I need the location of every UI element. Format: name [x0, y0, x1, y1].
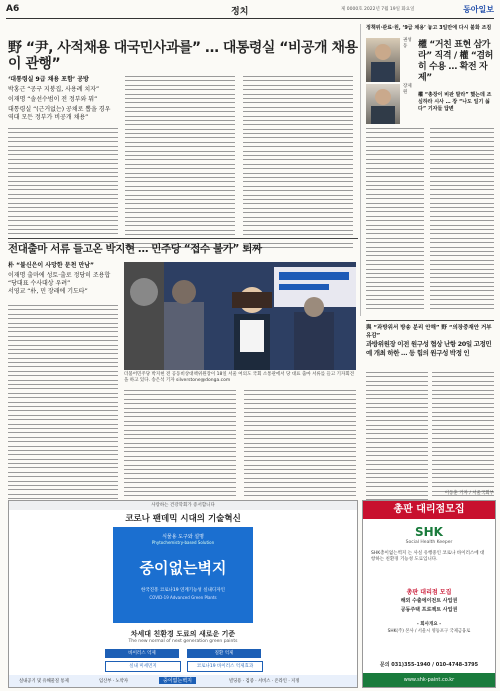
ad-left-footer-3: 중이없는벽지 — [159, 677, 196, 684]
ad-left — [8, 500, 358, 688]
ad-left-footer — [9, 675, 357, 687]
ad-right-phone: 문의 031)355-1940 / 010-4748-3795 — [379, 662, 479, 668]
ad-left-btn-2: 질환 억제 — [187, 649, 261, 658]
mid-photo-caption: 더불어민주당 박지현 전 공동비상대책위원장이 18일 서울 여의도 국회 소통관에서 당 대표 출마 서류를 들고 기자회견을 하고 있다. 송은석 기자 silverstone@donga.com — [124, 372, 355, 383]
main-subhead-2: 박홍근 “공구 지붕집, 사용례 치자” — [8, 86, 100, 93]
ad-left-footer-4: 빌딩용 · 검증 · 서비스 · 온라인 · 지정 — [229, 679, 300, 684]
ad-left-brand-sub2: COVID-19 Advanced Green Plants — [149, 595, 217, 600]
mid-body-col3 — [244, 390, 356, 517]
ad-right-title: 총판 대리점모집 — [363, 501, 495, 519]
issue-date: 제 0000호 2022년 7월 19일 화요일 — [341, 7, 415, 12]
ad-right-recruit-2: 공동주택 프로젝트 사업권 — [400, 607, 458, 613]
ad-right — [362, 500, 496, 688]
side-headline: 權 “거친 표현 삼가라” 직격 / 權 “겸허히 수용 … 확전 자제” — [418, 40, 493, 83]
ad-right-recruit-1: 해외 수출에이전트 사업권 — [400, 598, 458, 604]
main-subhead-1: ‘대통령실 9급 채용 포함’ 공방 — [8, 76, 89, 83]
side-body-col1 — [366, 128, 424, 312]
ad-right-url: www.shk-paint.co.kr — [363, 673, 495, 687]
ad-left-btn-4: 코로나19 바이러스 억제효과 — [187, 661, 263, 672]
main-headline: 野 “尹, 사적채용 대국민사과를” … 대통령실 “비공개 채용이 관행” — [8, 40, 358, 72]
side-subhead: 權 “총장이 비판 말라” 했는데 조심하라 시사 … 장 “나도 일기 싫다” 기자들 답변 — [418, 92, 492, 112]
ad-right-logo: SHK — [415, 525, 443, 539]
ad-left-title: 코로나 팬데믹 시대의 기술혁신 — [125, 514, 241, 524]
ad-left-footer-1: 실내공기 및 유해물질 통제 — [19, 679, 69, 684]
mid-body-col2 — [124, 390, 236, 517]
main-body-col1 — [8, 128, 118, 247]
right2-body-col2 — [432, 372, 494, 499]
side-kicker: 정책위·관료·원, ‘9급 채용’ 놓고 3일만에 다시 불화 조짐 — [366, 25, 492, 31]
side-photo-label-1: 권성동 — [403, 38, 412, 49]
ad-left-product — [113, 527, 253, 623]
mid-subhead-3: 서영교 “朴, 민 장래에 기도타” — [8, 288, 88, 295]
mid-subhead-1: 朴 “불신은이 사망한 문천 만남” — [8, 262, 94, 269]
section-name: 정치 — [231, 7, 249, 17]
side-body-col2 — [430, 128, 494, 312]
side-photo-label-2: 장제원 — [403, 84, 412, 95]
ad-left-btn-3: 실내 미세먼지 — [105, 661, 181, 672]
side-photo-1 — [366, 38, 400, 82]
right2-body-col1 — [366, 372, 428, 504]
page-number: A6 — [6, 4, 20, 14]
ad-left-bottom-sub: The new normal of next generation green paints — [128, 639, 238, 644]
right2-byline: 이동훈 기자 / 서울국회부 — [444, 491, 494, 496]
ad-left-brand: 중이없는벽지 — [139, 559, 227, 577]
column-divider — [360, 24, 361, 316]
right2-rule — [366, 320, 494, 321]
ad-left-label1: 식물용 도구와 설명 — [162, 534, 204, 540]
ad-left-label1b: Phytochemistry-based Solution — [151, 540, 215, 545]
page-header — [6, 4, 494, 19]
ad-left-btn-1: 바이러스 억제 — [105, 649, 179, 658]
section-rule — [8, 238, 358, 239]
right2-kicker: 與 “과방위서 방송 분리 안해” 野 “의장중재안 거부 유감” — [366, 325, 492, 339]
ad-right-logo-sub: Social Health Keeper — [405, 540, 453, 545]
main-body-col2 — [125, 76, 235, 252]
main-subhead-3: 이재명 “솔선수범이 전 정부와 뭐” — [8, 96, 98, 103]
ad-left-footer-2: 임산부 · 노약자 — [99, 679, 129, 684]
main-subhead-4: 대통령실 “(근거없는) 공채로 뽑을 경우 역대 모든 정부가 비공개 채용” — [8, 106, 111, 121]
newspaper-logo: 동아일보 — [463, 4, 494, 14]
mid-photo — [124, 262, 356, 370]
ad-left-top: 사랑하는 건강학회가 증서합니다 — [9, 501, 357, 510]
mid-body-col1 — [8, 305, 118, 511]
ad-right-contact-title: - 회사개요 - — [416, 622, 442, 627]
mid-subhead-2: 이재명 출마에 성토·출로 정당히 조용합 “당대표 수사대상 우려” — [8, 272, 111, 287]
main-body-col3 — [243, 76, 353, 252]
ad-right-body: SHK총이없는벽지 는 사실 유행중인 코로나 바이러스에 대항하는 친환경 기능성 도료입니다. — [371, 551, 485, 562]
ad-left-bottom-title: 차세대 친환경 도료의 새로운 기준 — [130, 630, 236, 638]
side-photo-2 — [366, 84, 400, 124]
ad-right-recruit-title: 총판 대리점 모집 — [406, 589, 452, 596]
right2-headline: 과방위원장 이전 원구성 협상 난항 20일 고정민 예 개최 하한 … 등 힘의 원구성 박정 인 — [366, 340, 492, 357]
mid-headline: 전대출마 서류 들고온 박지현 … 민주당 “접수 불가” 퇴짜 — [8, 243, 262, 255]
ad-right-contact-body: SHK(주) 본사 / 서울시 영등포구 국제금융로 — [387, 629, 471, 634]
ad-left-brand-sub: 한국진흥 코로나19 연계기능성 실내디자인 — [141, 588, 225, 593]
